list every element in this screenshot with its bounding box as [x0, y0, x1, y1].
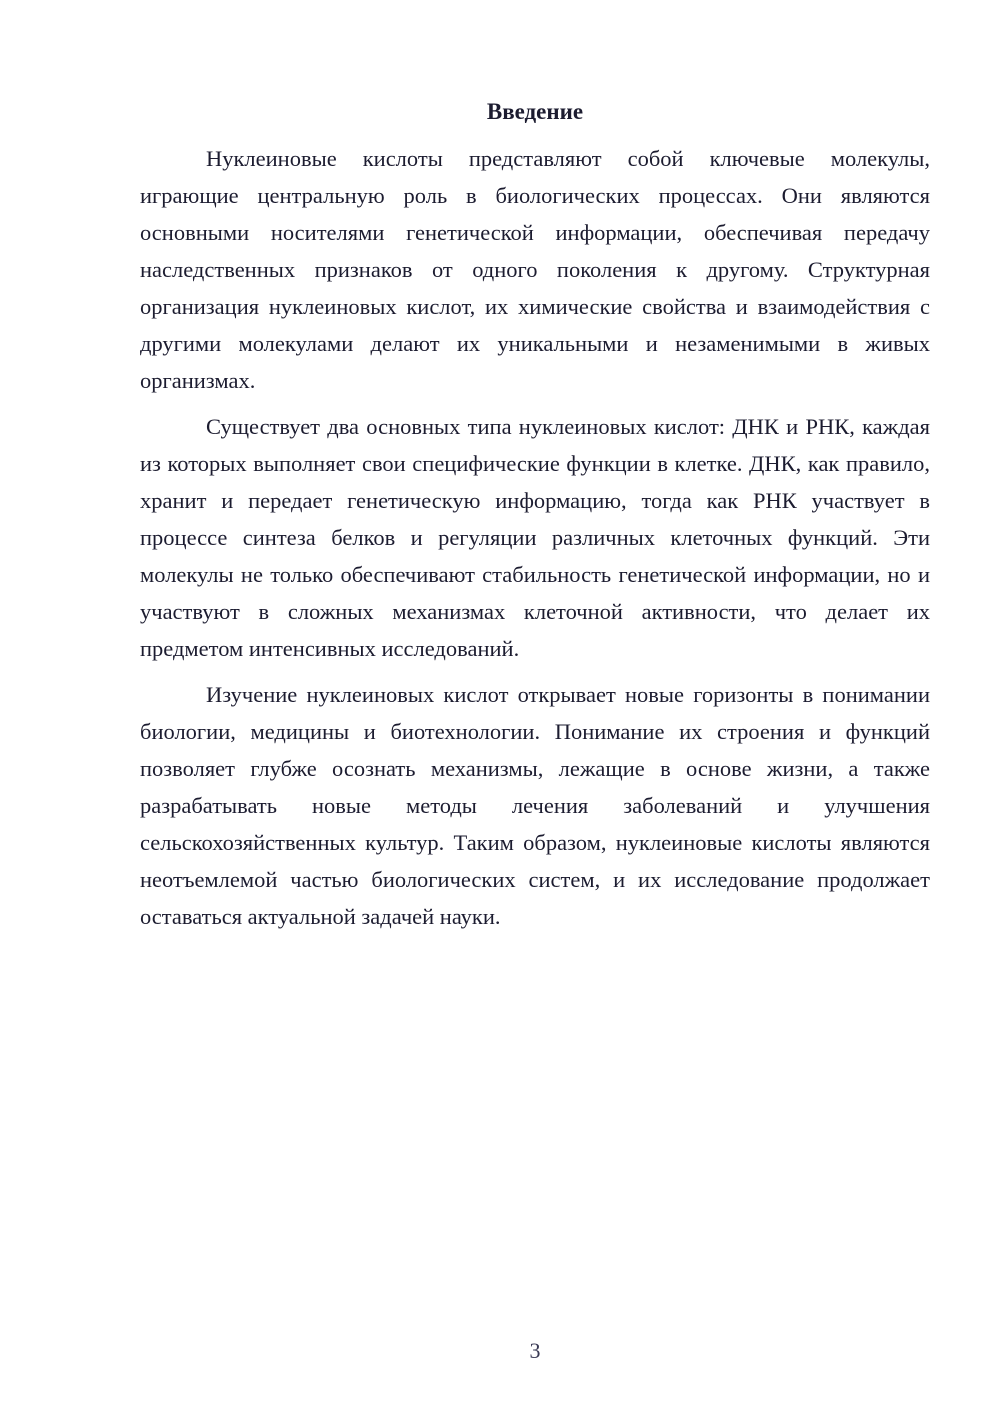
paragraph-intro-2: Существует два основных типа нуклеиновых кислот: ДНК и РНК, каждая из которых выполняет свои специфические функции в клетке. ДНК, как правило, хранит и передает генетическую информацию, тогда как РНК участвует в процессе синтеза белков и регуляции различных клеточных функций. Эти молекулы не только обеспечивают стабильность генетической информации, но и участвуют в сложных механизмах клеточной активности, что делает их предметом интенсивных исследований. [140, 414, 930, 661]
paragraph-intro-3: Изучение нуклеиновых кислот открывает новые горизонты в понимании биологии, медицины и биотехнологии. Понимание их строения и функций позволяет глубже осознать механизмы, лежащие в основе жизни, а также разрабатывать новые методы лечения заболеваний и улучшения сельскохозяйственных культур. Таким образом, нуклеиновые кислоты являются неотъемлемой частью биологических систем, и их исследование продолжает оставаться актуальной задачей науки. [140, 682, 930, 929]
page-title: Введение [486, 99, 584, 124]
paragraph-intro-1: Нуклеиновые кислоты представляют собой ключевые молекулы, играющие центральную роль в биологических процессах. Они являются основными носителями генетической информации, обеспечивая передачу наследственных признаков от одного поколения к другому. Структурная организация нуклеиновых кислот, их химические свойства и взаимодействия с другими молекулами делают их уникальными и незаменимыми в живых организмах. [140, 146, 930, 393]
page-number: 3 [529, 1338, 541, 1363]
